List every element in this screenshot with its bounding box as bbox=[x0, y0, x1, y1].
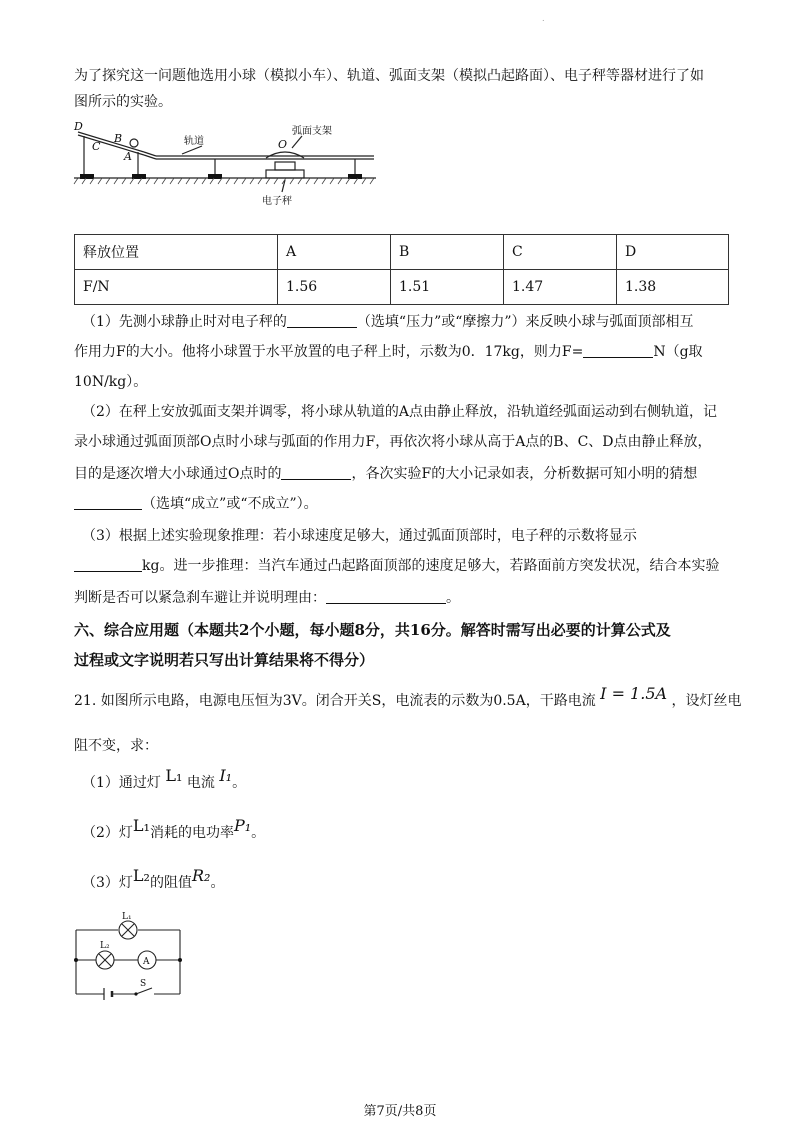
label-c: C bbox=[92, 140, 101, 153]
q21-line-2: 阻不变，求： bbox=[74, 738, 158, 754]
table-cell: B bbox=[391, 235, 504, 270]
intro-line-1: 为了探究这一问题他选用小球（模拟小车）、轨道、弧面支架（模拟凸起路面）、电子秤等器材进行了如 bbox=[74, 68, 704, 84]
q21-line-1 bbox=[74, 684, 742, 711]
ammeter-label: A bbox=[143, 957, 150, 967]
table-cell: F/N bbox=[75, 270, 278, 305]
lamp-l2-symbol: L₂ bbox=[132, 866, 150, 885]
table-cell: 释放位置 bbox=[75, 235, 278, 270]
resistance-r2-symbol: R₂ bbox=[191, 866, 211, 885]
circuit-diagram bbox=[66, 908, 192, 1000]
q2-line-1: （2）在秤上安放弧面支架并调零，将小球从轨道的A点由静止释放，沿轨道经弧面运动到右侧轨道，记 bbox=[82, 404, 718, 420]
data-table bbox=[74, 234, 729, 305]
label-a: A bbox=[124, 150, 132, 163]
answer-blank bbox=[74, 495, 142, 510]
track-label: 轨道 bbox=[184, 136, 204, 147]
table-row bbox=[75, 270, 729, 305]
answer-blank bbox=[281, 465, 351, 480]
sub1-text-c: 。 bbox=[232, 775, 247, 791]
lamp-l1-label: L₁ bbox=[122, 912, 132, 922]
q1-text-a: （1）先测小球静止时对电子秤的 bbox=[82, 314, 287, 330]
table-cell: A bbox=[278, 235, 391, 270]
q3-text-b: 判断是否可以紧急刹车避让并说明理由： bbox=[74, 590, 326, 606]
sub1-text-b: 电流 bbox=[186, 775, 215, 791]
q1-text-c: 作用力F的大小。他将小球置于水平放置的电子秤上时，示数为0．17kg，则力F= bbox=[74, 344, 584, 360]
q2-line-2: 录小球通过弧面顶部O点时小球与弧面的作用力F，再依次将小球从高于A点的B、C、D点由静止释放， bbox=[74, 434, 712, 450]
sub2-text-b: 消耗的电功率 bbox=[149, 825, 234, 841]
intro-line-2: 图所示的实验。 bbox=[74, 94, 172, 110]
q3-text-a: kg。进一步推理：当汽车通过凸起路面顶部的速度足够大，若路面前方突发状况，结合本实验 bbox=[142, 558, 720, 574]
sub1-text-a: （1）通过灯 bbox=[82, 775, 161, 791]
q2-line-3 bbox=[74, 464, 697, 484]
label-b: B bbox=[114, 132, 123, 145]
sub2-text-c: 。 bbox=[251, 825, 266, 841]
table-cell: 1.47 bbox=[504, 270, 617, 305]
q2-text-a: 目的是逐次增大小球通过O点时的 bbox=[74, 466, 282, 482]
experiment-figure bbox=[70, 118, 380, 210]
q1-line-2 bbox=[74, 342, 703, 362]
q1-line-1 bbox=[82, 312, 694, 332]
q21-sub-1 bbox=[82, 766, 247, 793]
q2-line-4 bbox=[74, 494, 318, 514]
q21-text-a: 21. 如图所示电路，电源电压恒为3V。闭合开关S，电流表的示数为0.5A，干路电流 bbox=[74, 693, 596, 709]
answer-blank bbox=[583, 343, 653, 358]
table-row bbox=[75, 235, 729, 270]
page-footer: 第7页/共8页 bbox=[363, 1104, 437, 1119]
table-cell: C bbox=[504, 235, 617, 270]
sub3-text-a: （3）灯 bbox=[82, 875, 133, 891]
table-cell: 1.51 bbox=[391, 270, 504, 305]
q3-line-1: （3）根据上述实验现象推理：若小球速度足够大，通过弧面顶部时，电子秤的示数将显示 bbox=[82, 528, 637, 544]
sub2-text-a: （2）灯 bbox=[82, 825, 133, 841]
table-cell: D bbox=[617, 235, 729, 270]
current-formula: I = 1.5A bbox=[600, 684, 668, 703]
sub3-text-b: 的阻值 bbox=[149, 875, 192, 891]
q1-text-d: N（g取 bbox=[653, 344, 703, 360]
switch-label: S bbox=[140, 979, 147, 989]
q2-text-c: （选填“成立”或“不成立”）。 bbox=[142, 496, 318, 512]
q3-line-3 bbox=[74, 588, 460, 608]
q3-line-2 bbox=[74, 556, 719, 576]
lamp-l2-label: L₂ bbox=[100, 941, 110, 951]
sub3-text-c: 。 bbox=[210, 875, 225, 891]
q21-sub-3 bbox=[82, 866, 225, 893]
table-cell: 1.56 bbox=[278, 270, 391, 305]
lamp-l1-symbol: L₁ bbox=[165, 766, 183, 785]
current-i1-symbol: I₁ bbox=[219, 766, 233, 785]
table-cell: 1.38 bbox=[617, 270, 729, 305]
arc-support-label: 弧面支架 bbox=[292, 126, 332, 137]
scale-label: 电子秤 bbox=[262, 196, 292, 207]
q2-text-b: ，各次实验F的大小记录如表，分析数据可知小明的猜想 bbox=[351, 466, 698, 482]
power-p1-symbol: P₁ bbox=[233, 816, 252, 835]
q21-sub-2 bbox=[82, 816, 266, 843]
answer-blank bbox=[287, 313, 357, 328]
label-o: O bbox=[278, 138, 288, 151]
section-6-heading-line-1: 六、综合应用题（本题共2个小题，每小题8分，共16分。解答时需写出必要的计算公式及 bbox=[74, 621, 671, 639]
label-d: D bbox=[74, 120, 83, 133]
q3-text-c: 。 bbox=[446, 590, 460, 606]
top-mark: . bbox=[542, 14, 545, 23]
q1-line-3: 10N/kg）。 bbox=[74, 374, 148, 390]
answer-blank bbox=[326, 589, 446, 604]
section-6-heading-line-2: 过程或文字说明若只写出计算结果将不得分） bbox=[74, 651, 375, 669]
answer-blank bbox=[74, 557, 142, 572]
lamp-l1-symbol: L₁ bbox=[132, 816, 150, 835]
q21-text-b: ，设灯丝电 bbox=[671, 693, 742, 709]
q1-text-b: （选填“压力”或“摩擦力”）来反映小球与弧面顶部相互 bbox=[356, 314, 694, 330]
